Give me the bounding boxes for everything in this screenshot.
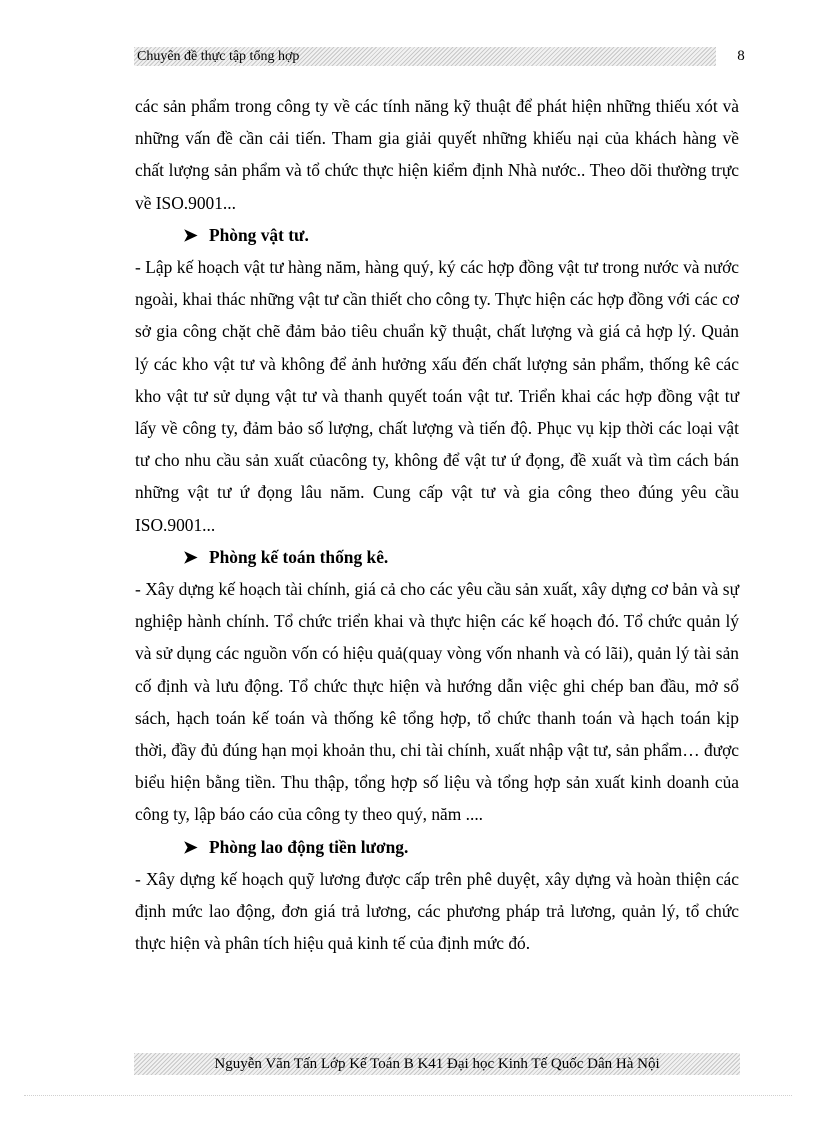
heading-text: Phòng vật tư. <box>209 224 309 245</box>
heading-text: Phòng kế toán thống kê. <box>209 546 389 567</box>
header-title: Chuyên đề thực tập tổng hợp <box>137 49 300 64</box>
page-edge-divider <box>24 1095 792 1096</box>
heading-text: Phòng lao động tiền lương. <box>209 836 409 857</box>
arrow-bullet-icon: ➤ <box>183 546 198 567</box>
heading-accounting-department <box>135 541 739 573</box>
heading-materials-department <box>135 219 739 251</box>
heading-labor-salary-department <box>135 831 739 863</box>
paragraph-materials-department: - Lập kế hoạch vật tư hàng năm, hàng quý, ký các hợp đồng vật tư trong nước và nước ngoài, khai thác những vật tư cần thiết cho công ty. Thực hiện các hợp đồng với các cơ sở gia công chặt chẽ đảm bảo tiêu chuẩn kỹ thuật, chất lượng và giá cả hợp lý. Quản lý các kho vật tư và không để ảnh hưởng xấu đến chất lượng sản phẩm, thống kê các kho vật tư sử dụng vật tư và thanh quyết toán vật tư. Triển khai các hợp đồng vật tư lấy về công ty, đảm bảo số lượng, chất lượng và tiến độ. Phục vụ kịp thời các loại vật tư cho nhu cầu sản xuất củacông ty, không để vật tư ứ đọng, đề xuất và tìm cách bán những vật tư ứ đọng lâu năm. Cung cấp vật tư và gia công theo đúng yêu cầu ISO.9001... <box>135 257 739 535</box>
page-number: 8 <box>737 48 745 64</box>
arrow-bullet-icon: ➤ <box>183 224 198 245</box>
paragraph-labor-salary-department: - Xây dựng kế hoạch quỹ lương được cấp trên phê duyệt, xây dựng và hoàn thiện các định mức lao động, đơn giá trả lương, các phương pháp trả lương, quản lý, tổ chức thực hiện và phân tích hiệu quả kinh tế của định mức đó. <box>135 868 739 954</box>
footer-author: Nguyễn Văn Tấn Lớp Kế Toán B K41 Đại học Kinh Tế Quốc Dân Hà Nội <box>214 1056 660 1072</box>
arrow-bullet-icon: ➤ <box>183 836 198 857</box>
document-body <box>135 90 739 959</box>
paragraph-quality-control: các sản phẩm trong công ty về các tính năng kỹ thuật để phát hiện những thiếu xót và những vấn đề cần cải tiến. Tham gia giải quyết những khiếu nại của khách hàng về chất lượng sản phẩm và tổ chức thực hiện kiểm định Nhà nước.. Theo dõi thường trực về ISO.9001... <box>135 96 739 213</box>
paragraph-accounting-department: - Xây dựng kế hoạch tài chính, giá cả cho các yêu cầu sản xuất, xây dựng cơ bản và sự nghiệp hành chính. Tổ chức triển khai và thực hiện các kế hoạch đó. Tổ chức quản lý và sử dụng các nguồn vốn có hiệu quả(quay vòng vốn nhanh và có lãi), quản lý tài sản cố định và lưu động. Tổ chức thực hiện và hướng dẫn việc ghi chép ban đầu, mở sổ sách, hạch toán kế toán và thống kê tổng hợp, tổ chức thanh toán và hạch toán kịp thời, đầy đủ đúng hạn mọi khoản thu, chi tài chính, xuất nhập vật tư, sản phẩm… được biểu hiện bằng tiền. Thu thập, tổng hợp số liệu và tổng hợp sản xuất kinh doanh của công ty, lập báo cáo của công ty theo quý, năm .... <box>135 579 739 825</box>
